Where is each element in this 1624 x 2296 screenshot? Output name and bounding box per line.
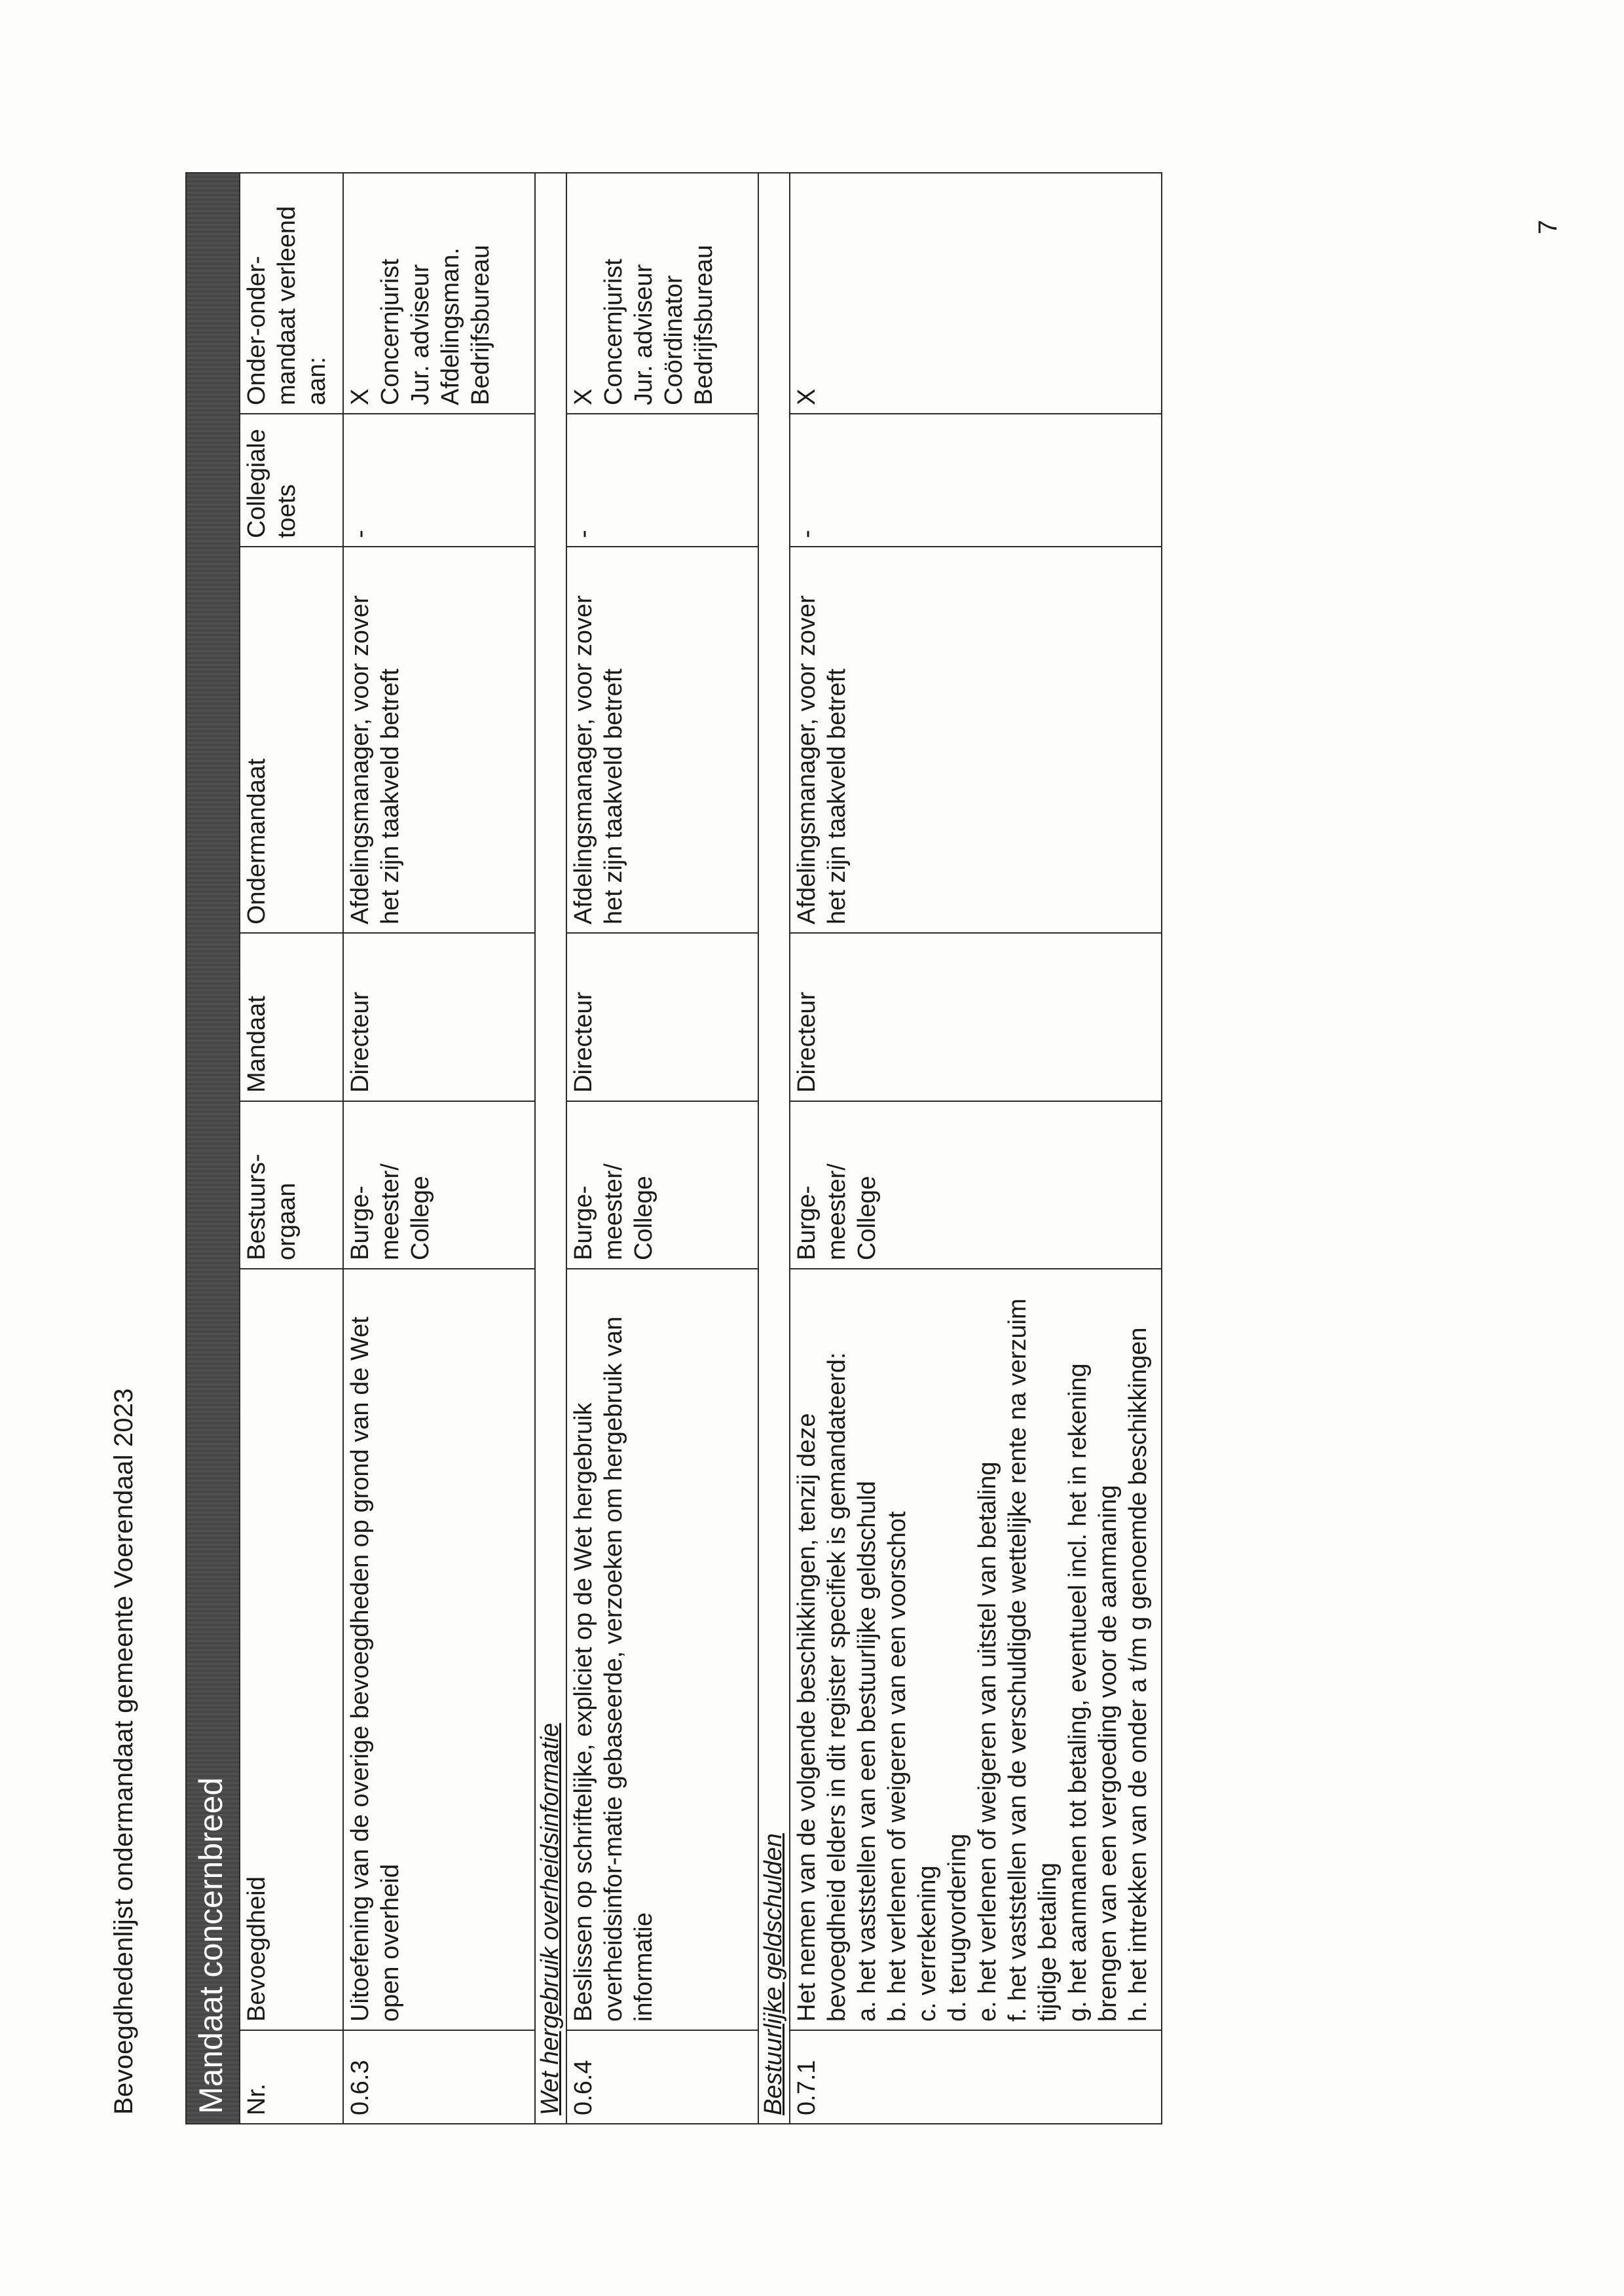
bevoegdheid-intro: Het nemen van de volgende beschikkingen, tenzij deze bevoegdheid elders in dit register specifiek is gemandateerd: xyxy=(793,1352,851,2022)
grantee-item: Afdelingsman. xyxy=(437,247,464,405)
header-collegiale-toets: Collegiale toets xyxy=(240,414,343,547)
header-onder-ondermandaat: Onder-onder-mandaat verleend aan: xyxy=(240,173,343,414)
table-row xyxy=(343,173,535,2124)
list-item: d. terugvordering xyxy=(944,1833,971,2022)
grantee-item: X xyxy=(570,388,597,405)
grantee-item: Jur. adviseur xyxy=(630,264,657,405)
table-row xyxy=(566,173,758,2124)
cell-nr: 0.6.4 xyxy=(566,2030,758,2124)
list-item: e. het verlenen of weigeren van uitstel van betaling xyxy=(974,1461,1001,2022)
header-bestuursorgaan: Bestuurs-orgaan xyxy=(240,1101,343,1269)
cell-collegiale-toets: - xyxy=(566,414,758,547)
cell-collegiale-toets: - xyxy=(790,414,1162,547)
table-banner: Mandaat concernbreed xyxy=(186,173,240,2124)
page-number: 7 xyxy=(1534,219,1562,234)
banner-row xyxy=(186,173,240,2124)
cell-ondermandaat: Afdelingsmanager, voor zover het zijn taakveld betreft xyxy=(343,547,535,933)
list-item: h. het intrekken van de onder a t/m g genoemde beschikkingen xyxy=(1124,1327,1152,2022)
grantee-item: Bedrijfsbureau xyxy=(690,244,718,405)
header-mandaat: Mandaat xyxy=(240,933,343,1101)
cell-bestuursorgaan: Burge-meester/ College xyxy=(343,1101,535,1269)
table-row xyxy=(790,173,1162,2124)
section-title: Wet hergebruik overheidsinformatie xyxy=(535,173,566,2124)
cell-bevoegdheid: Beslissen op schriftelijke, expliciet op de Wet hergebruik overheidsinfor-matie gebaseerde, verzoeken om hergebruik van informatie xyxy=(566,1269,758,2030)
header-bevoegdheid: Bevoegdheid xyxy=(240,1269,343,2030)
section-title: Bestuurlijke geldschulden xyxy=(758,173,790,2124)
cell-ondermandaat: Afdelingsmanager, voor zover het zijn taakveld betreft xyxy=(790,547,1162,933)
list-item: a. het vaststellen van een bestuurlijke geldschuld xyxy=(853,1481,881,2022)
document-title: Bevoegdhedenlijst ondermandaat gemeente Voerendaal 2023 xyxy=(109,1388,138,2115)
grantee-item: Concernjurist xyxy=(377,259,404,405)
cell-bevoegdheid: Uitoefening van de overige bevoegdheden op grond van de Wet open overheid xyxy=(343,1269,535,2030)
grantee-item: Bedrijfsbureau xyxy=(467,244,494,405)
section-row xyxy=(535,173,566,2124)
grantee-item: Coördinator xyxy=(660,275,688,405)
cell-onder-ondermandaat xyxy=(566,173,758,414)
mandate-table-wrapper xyxy=(185,173,1152,2124)
header-row xyxy=(240,173,343,2124)
grantee-item: X xyxy=(346,388,374,405)
cell-collegiale-toets: - xyxy=(343,414,535,547)
list-item: b. het verlenen of weigeren van een voorschot xyxy=(883,1511,911,2022)
cell-bevoegdheid xyxy=(790,1269,1162,2030)
cell-bestuursorgaan: Burge-meester/ College xyxy=(566,1101,758,1269)
cell-mandaat: Directeur xyxy=(566,933,758,1101)
section-row xyxy=(758,173,790,2124)
header-ondermandaat: Ondermandaat xyxy=(240,547,343,933)
list-item: g. het aanmanen tot betaling, eventueel incl. het in rekening brengen van een vergoeding voor de aanmaning xyxy=(1064,1363,1122,2022)
cell-nr: 0.7.1 xyxy=(790,2030,1162,2124)
mandate-table xyxy=(185,172,1162,2124)
cell-mandaat: Directeur xyxy=(343,933,535,1101)
cell-ondermandaat: Afdelingsmanager, voor zover het zijn taakveld betreft xyxy=(566,547,758,933)
cell-onder-ondermandaat xyxy=(343,173,535,414)
header-nr: Nr. xyxy=(240,2030,343,2124)
cell-mandaat: Directeur xyxy=(790,933,1162,1101)
grantee-item: X xyxy=(793,388,821,405)
cell-onder-ondermandaat xyxy=(790,173,1162,414)
cell-bestuursorgaan: Burge-meester/ College xyxy=(790,1101,1162,1269)
grantee-item: Concernjurist xyxy=(600,259,627,405)
list-item: c. verrekening xyxy=(913,1865,941,2022)
cell-nr: 0.6.3 xyxy=(343,2030,535,2124)
list-item: f. het vaststellen van de verschuldigde wettelijke rente na verzuim tijdige betaling xyxy=(1004,1298,1061,2022)
grantee-item: Jur. adviseur xyxy=(407,264,434,405)
